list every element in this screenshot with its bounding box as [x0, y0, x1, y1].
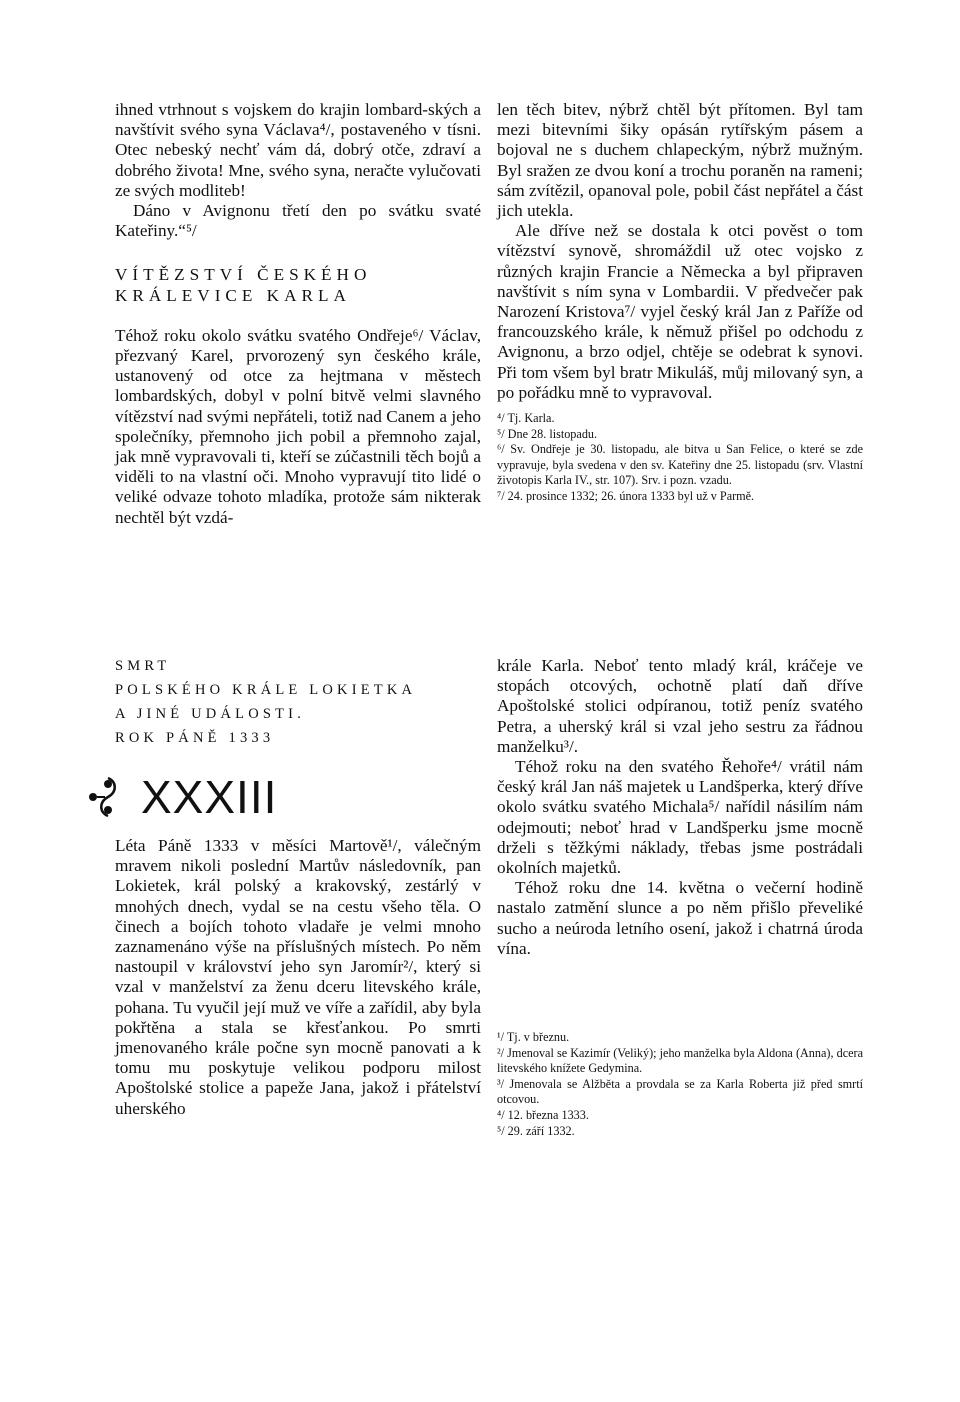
- body-paragraph: Ale dříve než se dostala k otci pověst o tom vítězství synově, shromáždil už otec vojsko z různých krajin Francie a Německa a byl připraven navštívit s ním syna v Lombardii. V předvečer pak Narození Kristova⁷/ vyjel český král Jan z Paříže od francouzského krále, k němuž přišel po odchodu z Avignonu, a brzo odjel, chtěje se odebrat k synovi. Při tom všem byl bratr Mikuláš, můj milovaný syn, a po pořádku mně to vypravoval.: [497, 221, 863, 402]
- body-paragraph: Léta Páně 1333 v měsíci Martově¹/, válečným mravem nikoli poslední Martův následovník, pan Lokietek, král polský a krakovský, zestárlý v mnohých dnech, vydal se na cestu všeho těla. O činech a bojích tohoto vladaře je velmi mnoho zaznamenáno výše na příslušných místech. Po něm nastoupil v království jeho syn Jaromír²/, který si vzal v manželství za ženu dceru litevského krále, pohana. Tu vyučil její muž ve víře a zařídil, aby byla pokřtěna a stala se křesťankou. Po smrti jmenovaného krále počne syn mocně panovati a k tomu mu poskytuje velikou podporu milost Apoštolské stolice a papeže Jana, jakož i přátelství uherského: [115, 836, 481, 1118]
- footnote: ⁶/ Sv. Ondřeje je 30. listopadu, ale bitva u San Felice, o které se zde vypravuje, byla svedena v den sv. Kateřiny dne 25. listopadu (srv. Vlastní životopis Karla IV., str. 107). Srv. i pozn. vzadu.: [497, 442, 863, 488]
- footnotes: [497, 1030, 863, 1139]
- body-paragraph: Téhož roku na den svatého Řehoře⁴/ vrátil nám český král Jan náš majetek u Landšperka, který dříve okolo svátku svatého Michala⁵/ nařídil násilím nám odejmouti; neboť hrad v Landšperku jsme mocně drželi s těžkými náklady, třebas jsme postrádali okolních majetků.: [497, 757, 863, 878]
- footnotes: [497, 411, 863, 505]
- footnote: ²/ Jmenoval se Kazimír (Veliký); jeho manželka byla Aldona (Anna), dcera litevského knížete Gedymina.: [497, 1045, 863, 1076]
- heading-line: POLSKÉHO KRÁLE LOKIETKA: [115, 682, 417, 698]
- body-paragraph: Téhož roku okolo svátku svatého Ondřeje⁶/ Václav, přezvaný Karel, prvorozený syn českého krále, ustanovený od otce za hejtmana v městech lombardských, dobyl v polní bitvě velmi slavného vítězství nad svými nepřáteli, totiž nad Canem a jeho společníky, přemnoho jich pobil a přemnoho zajal, jak mně vypravovali ti, kteří se zúčastnili těch bojů a viděli to na vlastní oči. Mnoho vypravují tito lidé o veliké odvaze tohoto mladíka, protože sám nikterak nechtěl být vzdá-: [115, 325, 481, 527]
- section-heading: KRÁLEVICE KARLA: [115, 285, 351, 305]
- footnote: ¹/ Tj. v březnu.: [497, 1030, 570, 1044]
- body-paragraph: Téhož roku dne 14. května o večerní hodině nastalo zatmění slunce a po něm přišlo převeliké sucho a neúroda letního osení, jakož i chatrná úroda vína.: [497, 878, 863, 958]
- body-paragraph: len těch bitev, nýbrž chtěl být přítomen. Byl tam mezi bitevními šiky opásán rytířským pásem a bojoval ne s duchem chlapeckým, nýbrž mužným. Byl sražen ze dvou koní a trochu poraněn na rameni; sám zvítězil, opanoval pole, pobil část nepřátel a část jich utekla.: [497, 100, 863, 221]
- section-heading: VÍTĚZSTVÍ ČESKÉHO: [115, 265, 372, 285]
- body-paragraph: Dáno v Avignonu třetí den po svátku svaté Kateřiny.“⁵/: [115, 201, 481, 241]
- footnote: ³/ Jmenovala se Alžběta a provdala se za Karla Roberta již před smrtí otcovou.: [497, 1076, 863, 1107]
- footnote: ⁵/ 29. září 1332.: [497, 1123, 575, 1138]
- footnote: ⁴/ 12. března 1333.: [497, 1107, 589, 1122]
- chapter-number: XXXIII: [141, 771, 278, 823]
- footnote: ⁴/ Tj. Karla.: [497, 411, 555, 426]
- body-paragraph: ihned vtrhnout s vojskem do krajin lombard-ských a navštívit svého syna Václava⁴/, postaveného v tísni. Otec nebeský nechť vám dá, dobrý otče, zdraví a dobrého života! Mne, svého syna, neračte vylučovati ze svých modliteb!: [115, 100, 481, 200]
- top-left-column: [115, 100, 481, 528]
- body-paragraph: krále Karla. Neboť tento mladý král, kráčeje ve stopách otcových, ochotně platí daň dříve Apoštolské stolici odpíranou, totiž peníz svatého Petra, a uherský král si vzal jeho sestru za řádnou manželku³/.: [497, 656, 863, 756]
- top-right-column: [497, 100, 863, 505]
- bottom-right-column: [497, 656, 863, 959]
- footnote: ⁷/ 24. prosince 1332; 26. února 1333 byl už v Parmě.: [497, 489, 755, 504]
- fleuron-icon: [87, 772, 123, 822]
- footnote: ⁵/ Dne 28. listopadu.: [497, 426, 598, 441]
- bottom-left-column: [115, 836, 481, 1119]
- heading-line: A JINÉ UDÁLOSTI.: [115, 706, 306, 722]
- chapter-heading: [115, 654, 495, 750]
- heading-line: SMRT: [115, 658, 171, 674]
- chapter-number-block: [87, 772, 277, 822]
- heading-line: ROK PÁNĚ 1333: [115, 730, 275, 746]
